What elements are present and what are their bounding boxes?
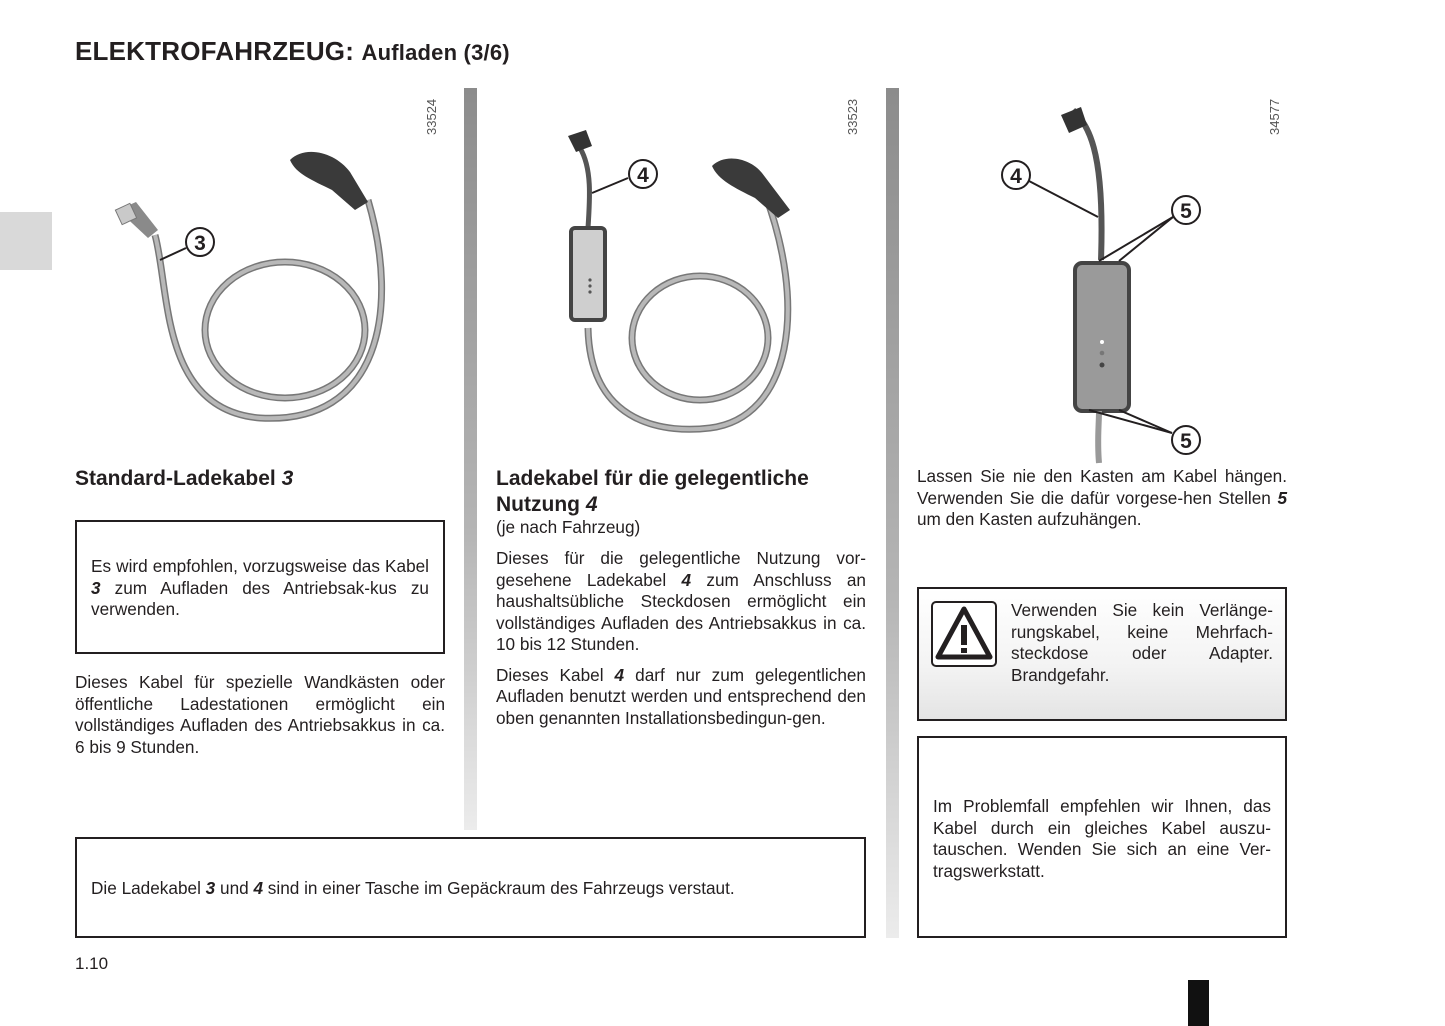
warning-triangle-icon xyxy=(931,601,997,667)
col3-paragraph-1: Lassen Sie nie den Kasten am Kabel hängen. Verwenden Sie die dafür vorgese-hen Stellen 5 um den Kasten aufzuhängen. xyxy=(917,466,1287,529)
title-main: ELEKTROFAHRZEUG: xyxy=(75,36,355,66)
callout-5b: 5 xyxy=(1180,430,1192,453)
callout-3: 3 xyxy=(194,232,206,255)
thumb-index-marker xyxy=(1188,980,1209,1026)
col2-body-text xyxy=(496,548,866,738)
callout-4b: 4 xyxy=(1010,165,1022,188)
figure-number-2: 33523 xyxy=(845,98,860,135)
page-title xyxy=(75,36,510,67)
col2-subheading: (je nach Fahrzeug) xyxy=(496,517,641,537)
page-number: 1.10 xyxy=(75,954,109,973)
section-tab xyxy=(0,212,52,270)
standard-cable-illustration xyxy=(100,140,400,430)
col3-body-text xyxy=(917,466,1287,540)
col2-heading: Ladekabel für die gelegentliche Nutzung 4 xyxy=(496,467,809,516)
figure-number-1: 33524 xyxy=(424,98,439,135)
control-box-illustration xyxy=(995,105,1215,465)
warning-text: Verwenden Sie kein Verlänge-rungskabel, keine Mehrfach-steckdose oder Adapter. Brandgefahr. xyxy=(1011,600,1273,685)
title-sub: Aufladen (3/6) xyxy=(361,40,510,65)
callout-5a: 5 xyxy=(1180,200,1192,223)
occasional-cable-illustration xyxy=(540,128,830,438)
bottom-note-box: Die Ladekabel 3 und 4 sind in einer Tasche im Gepäckraum des Fahrzeugs verstaut. xyxy=(75,837,866,938)
col3-note-box: Im Problemfall empfehlen wir Ihnen, das Kabel durch ein gleiches Kabel auszu-tauschen. Wenden Sie sich an eine Ver-tragswerkstatt. xyxy=(917,736,1287,938)
figure-number-3: 34577 xyxy=(1267,98,1282,135)
column-divider-1 xyxy=(464,88,477,830)
callout-4a: 4 xyxy=(637,164,649,187)
col2-paragraph-2: Dieses Kabel 4 darf nur zum gelegentlichen Aufladen benutzt werden und entsprechend den oben genannten Installationsbedingun-gen. xyxy=(496,664,866,728)
col2-paragraph-1: Dieses für die gelegentliche Nutzung vor-gesehene Ladekabel 4 zum Anschluss an haushaltsübliche Steckdosen ermöglicht ein vollständiges Aufladen des Antriebsakkus in ca. 10 bis 12 Stunden. xyxy=(496,548,866,654)
column-divider-2 xyxy=(886,88,899,938)
warning-box xyxy=(917,587,1287,721)
col1-note-box: Es wird empfohlen, vorzugsweise das Kabel 3 zum Aufladen des Antriebsak-kus zu verwenden. xyxy=(75,520,445,654)
col1-body-text: Dieses Kabel für spezielle Wandkästen oder öffentliche Ladestationen ermöglicht ein vollständiges Aufladen des Antriebsakkus in ca. 6 bis 9 Stunden. xyxy=(75,672,445,757)
col1-heading: Standard-Ladekabel 3 xyxy=(75,467,294,490)
